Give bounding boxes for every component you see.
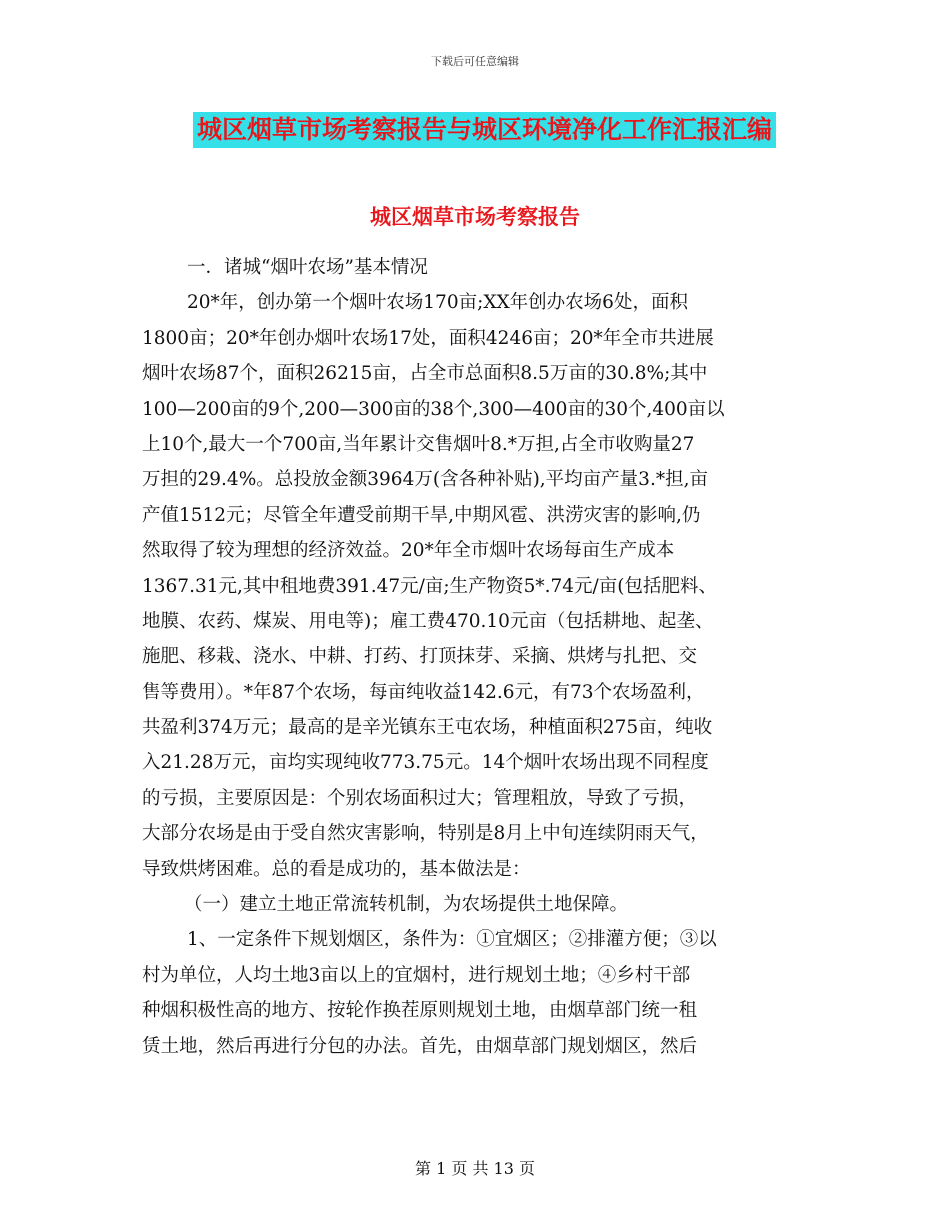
paragraph-line: 施肥、移栽、浇水、中耕、打药、打顶抹芽、采摘、烘烤与扎把、交 xyxy=(142,646,698,668)
paragraph-line: 种烟积极性高的地方、按轮作换茬原则规划土地，由烟草部门统一租 xyxy=(142,1000,698,1022)
paragraph-line: 产值1512元；尽管全年遭受前期干旱,中期风雹、洪涝灾害的影响,仍 xyxy=(142,504,701,526)
paragraph-line: 1、一定条件下规划烟区，条件为：①宜烟区；②排灌方便；③以 xyxy=(187,929,717,951)
document-body xyxy=(142,250,812,1064)
paragraph-line: 售等费用）。*年87个农场，每亩纯收益142.6元，有73个农场盈利， xyxy=(142,681,705,703)
document-title: 城区烟草市场考察报告与城区环境净化工作汇报汇编 xyxy=(193,112,776,148)
paragraph-line: 地膜、农药、煤炭、用电等)；雇工费470.10元亩（包括耕地、起垄、 xyxy=(142,610,714,632)
paragraph-line: 共盈利374万元；最高的是辛光镇东王屯农场，种植面积275亩，纯收 xyxy=(142,717,713,739)
paragraph-line: 的亏损，主要原因是：个别农场面积过大；管理粗放，导致了亏损， xyxy=(142,787,698,809)
page-footer: 第 1 页 共 13 页 xyxy=(415,1159,535,1178)
paragraph-line: 烟叶农场87个，面积26215亩，占全市总面积8.5万亩的30.8%;其中 xyxy=(142,363,708,385)
paragraph-line: 1367.31元,其中租地费391.47元/亩;生产物资5*.74元/亩(包括肥料、 xyxy=(142,575,717,597)
paragraph-line: 100—200亩的9个,200—300亩的38个,300—400亩的30个,400亩以 xyxy=(142,398,725,420)
paragraph-line: （一）建立土地正常流转机制，为农场提供土地保障。 xyxy=(184,894,629,916)
paragraph-line: 大部分农场是由于受自然灾害影响，特别是8月上中旬连续阴雨天气， xyxy=(142,823,709,845)
header-note: 下载后可任意编辑 xyxy=(431,55,519,68)
paragraph-line: 上10个,最大一个700亩,当年累计交售烟叶8.*万担,占全市收购量27 xyxy=(142,433,695,455)
paragraph-line: 一．诸城“烟叶农场”基本情况 xyxy=(187,257,428,278)
paragraph-line: 万担的29.4%。总投放金额3964万(含各种补贴),平均亩产量3.*担,亩 xyxy=(142,469,708,491)
paragraph-line: 赁土地，然后再进行分包的办法。首先，由烟草部门规划烟区，然后 xyxy=(142,1035,698,1057)
paragraph-line: 入21.28万元，亩均实现纯收773.75元。14个烟叶农场出现不同程度 xyxy=(142,752,709,774)
paragraph-line: 导致烘烤困难。总的看是成功的，基本做法是： xyxy=(142,858,531,880)
paragraph-line: 然取得了较为理想的经济效益。20*年全市烟叶农场每亩生产成本 xyxy=(142,540,675,562)
paragraph-line: 1800亩；20*年创办烟叶农场17处，面积4246亩；20*年全市共进展 xyxy=(142,327,714,349)
paragraph-line: 20*年，创办第一个烟叶农场170亩;XX年创办农场6处，面积 xyxy=(187,292,688,314)
paragraph-line: 村为单位，人均土地3亩以上的宜烟村，进行规划土地；④乡村干部 xyxy=(142,964,691,986)
section-title: 城区烟草市场考察报告 xyxy=(370,204,580,229)
